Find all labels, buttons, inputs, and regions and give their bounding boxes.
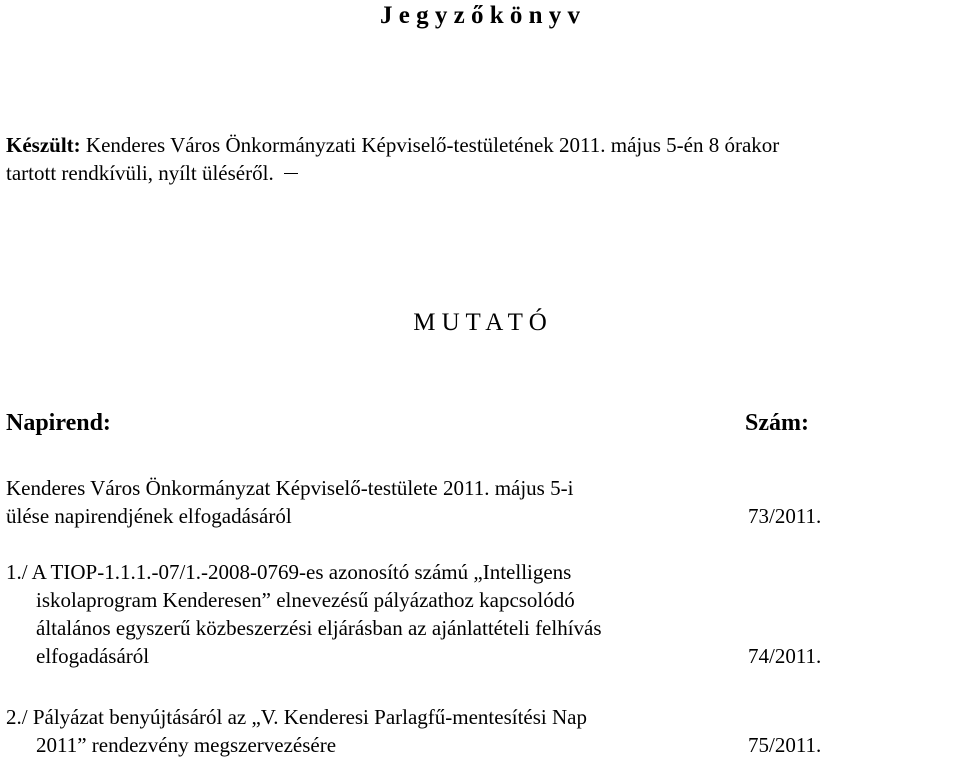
index-title: M U T A T Ó <box>413 309 547 336</box>
agenda-item-3-line-1: 2./ Pályázat benyújtásáról az „V. Kenderesi Parlagfű-mentesítési Nap <box>6 705 587 729</box>
agenda-item-1-line-1: Kenderes Város Önkormányzat Képviselő-testülete 2011. május 5-i <box>6 476 574 500</box>
agenda-item-2-line-2: iskolaprogram Kenderesen” elnevezésű pályázathoz kapcsolódó <box>36 588 575 612</box>
document-title: J e g y z ő k ö n y v <box>380 2 580 29</box>
prepared-line-2 <box>6 159 779 187</box>
agenda-item-2-number: 74/2011. <box>748 644 822 668</box>
agenda-item-2 <box>6 558 602 670</box>
number-header: Szám: <box>745 410 809 436</box>
agenda-item-3-number: 75/2011. <box>748 733 822 757</box>
prepared-text-2: tartott rendkívüli, nyílt üléséről. <box>6 161 274 185</box>
agenda-item-2-line-3: általános egyszerű közbeszerzési eljárásban az ajánlattételi felhívás <box>36 616 602 640</box>
agenda-item-1 <box>6 474 573 530</box>
prepared-label: Készült: <box>6 133 81 157</box>
agenda-item-1-number: 73/2011. <box>748 504 822 528</box>
agenda-item-2-line-4: elfogadásáról <box>36 644 150 668</box>
agenda-item-3 <box>6 703 587 759</box>
agenda-item-3-line-2: 2011” rendezvény megszervezésére <box>36 733 337 757</box>
prepared-paragraph <box>6 131 779 187</box>
prepared-line-1 <box>6 131 779 159</box>
dash-mark <box>284 173 298 174</box>
agenda-item-2-line-1: 1./ A TIOP-1.1.1.-07/1.-2008-0769-es azonosító számú „Intelligens <box>6 560 572 584</box>
agenda-item-1-line-2: ülése napirendjének elfogadásáról <box>6 504 292 528</box>
agenda-header: Napirend: <box>6 410 111 436</box>
prepared-text-1: Kenderes Város Önkormányzati Képviselő-testületének 2011. május 5-én 8 órakor <box>80 133 780 157</box>
